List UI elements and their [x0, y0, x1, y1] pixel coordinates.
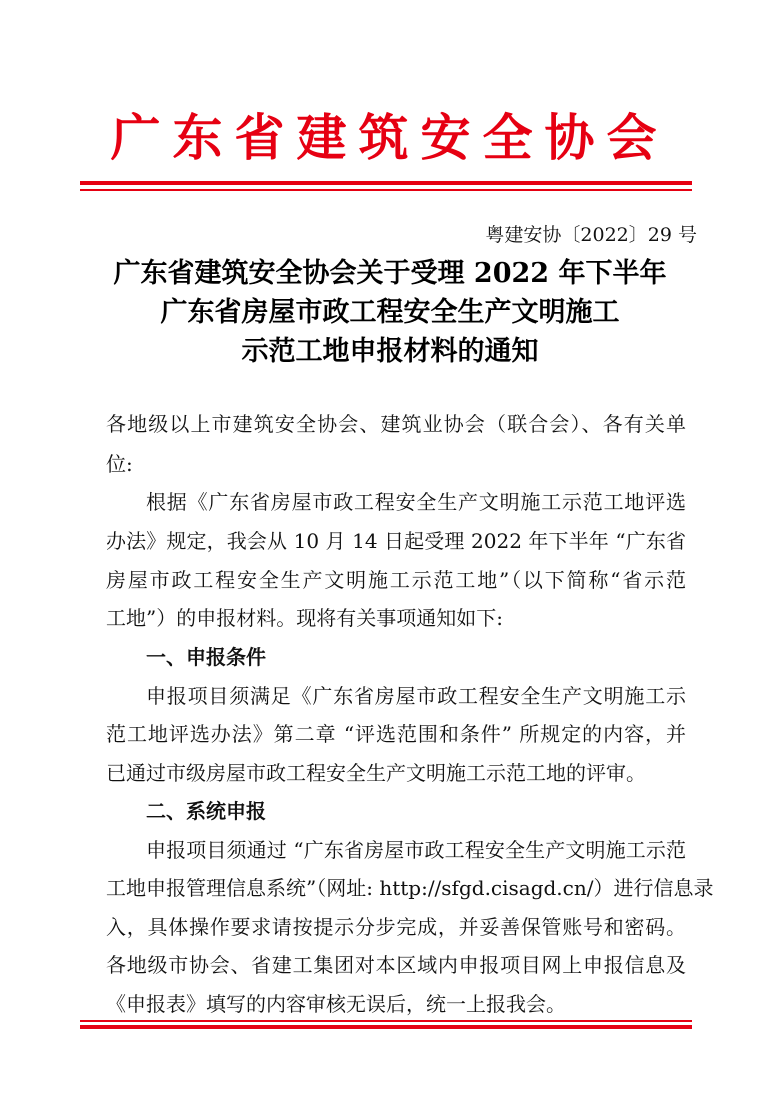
organization-header: 广东省建筑安全协会 — [110, 109, 669, 167]
section2-line-1: 申报项目须通过 “广东省房屋市政工程安全生产文明施工示范 — [146, 838, 686, 862]
section-heading-1: 一、申报条件 — [146, 645, 266, 669]
title-line-3: 示范工地申报材料的通知 — [241, 336, 539, 367]
addressee-line-2: 位: — [106, 452, 133, 476]
intro-line-2: 办法》规定，我会从 10 月 14 日起受理 2022 年下半年 “广东省 — [106, 529, 686, 553]
intro-line-3: 房屋市政工程安全生产文明施工示范工地”（以下简称“省示范 — [106, 568, 686, 592]
section2-line-5: 《申报表》填写的内容审核无误后，统一上报我会。 — [106, 992, 566, 1016]
header-divider-thick — [80, 181, 692, 185]
addressee-line-1: 各地级以上市建筑安全协会、建筑业协会（联合会）、各有关单 — [106, 412, 686, 436]
section2-line-4: 各地级市协会、省建工集团对本区域内申报项目网上申报信息及 — [106, 953, 686, 977]
title-line-2: 广东省房屋市政工程安全生产文明施工 — [160, 297, 620, 328]
footer-divider-thin — [80, 1020, 692, 1022]
header-divider-thin — [80, 189, 692, 191]
section1-line-3: 已通过市级房屋市政工程安全生产文明施工示范工地的评审。 — [106, 761, 646, 785]
section-heading-2: 二、系统申报 — [146, 799, 266, 823]
section2-line-3: 入，具体操作要求请按提示分步完成，并妥善保管账号和密码。 — [106, 915, 686, 939]
footer-divider-thick — [80, 1025, 692, 1029]
intro-line-4: 工地”）的申报材料。现将有关事项通知如下: — [106, 606, 503, 630]
intro-line-1: 根据《广东省房屋市政工程安全生产文明施工示范工地评选 — [146, 490, 686, 514]
section1-line-2: 范工地评选办法》第二章 “评选范围和条件” 所规定的内容，并 — [106, 722, 686, 746]
document-number: 粤建安协〔2022〕29 号 — [485, 224, 697, 246]
section2-line-2: 工地申报管理信息系统”（网址: http://sfgd.cisagd.cn/）进行信息录 — [106, 876, 714, 900]
title-line-1: 广东省建筑安全协会关于受理 2022 年下半年 — [113, 258, 667, 289]
section1-line-1: 申报项目须满足《广东省房屋市政工程安全生产文明施工示 — [146, 684, 686, 708]
